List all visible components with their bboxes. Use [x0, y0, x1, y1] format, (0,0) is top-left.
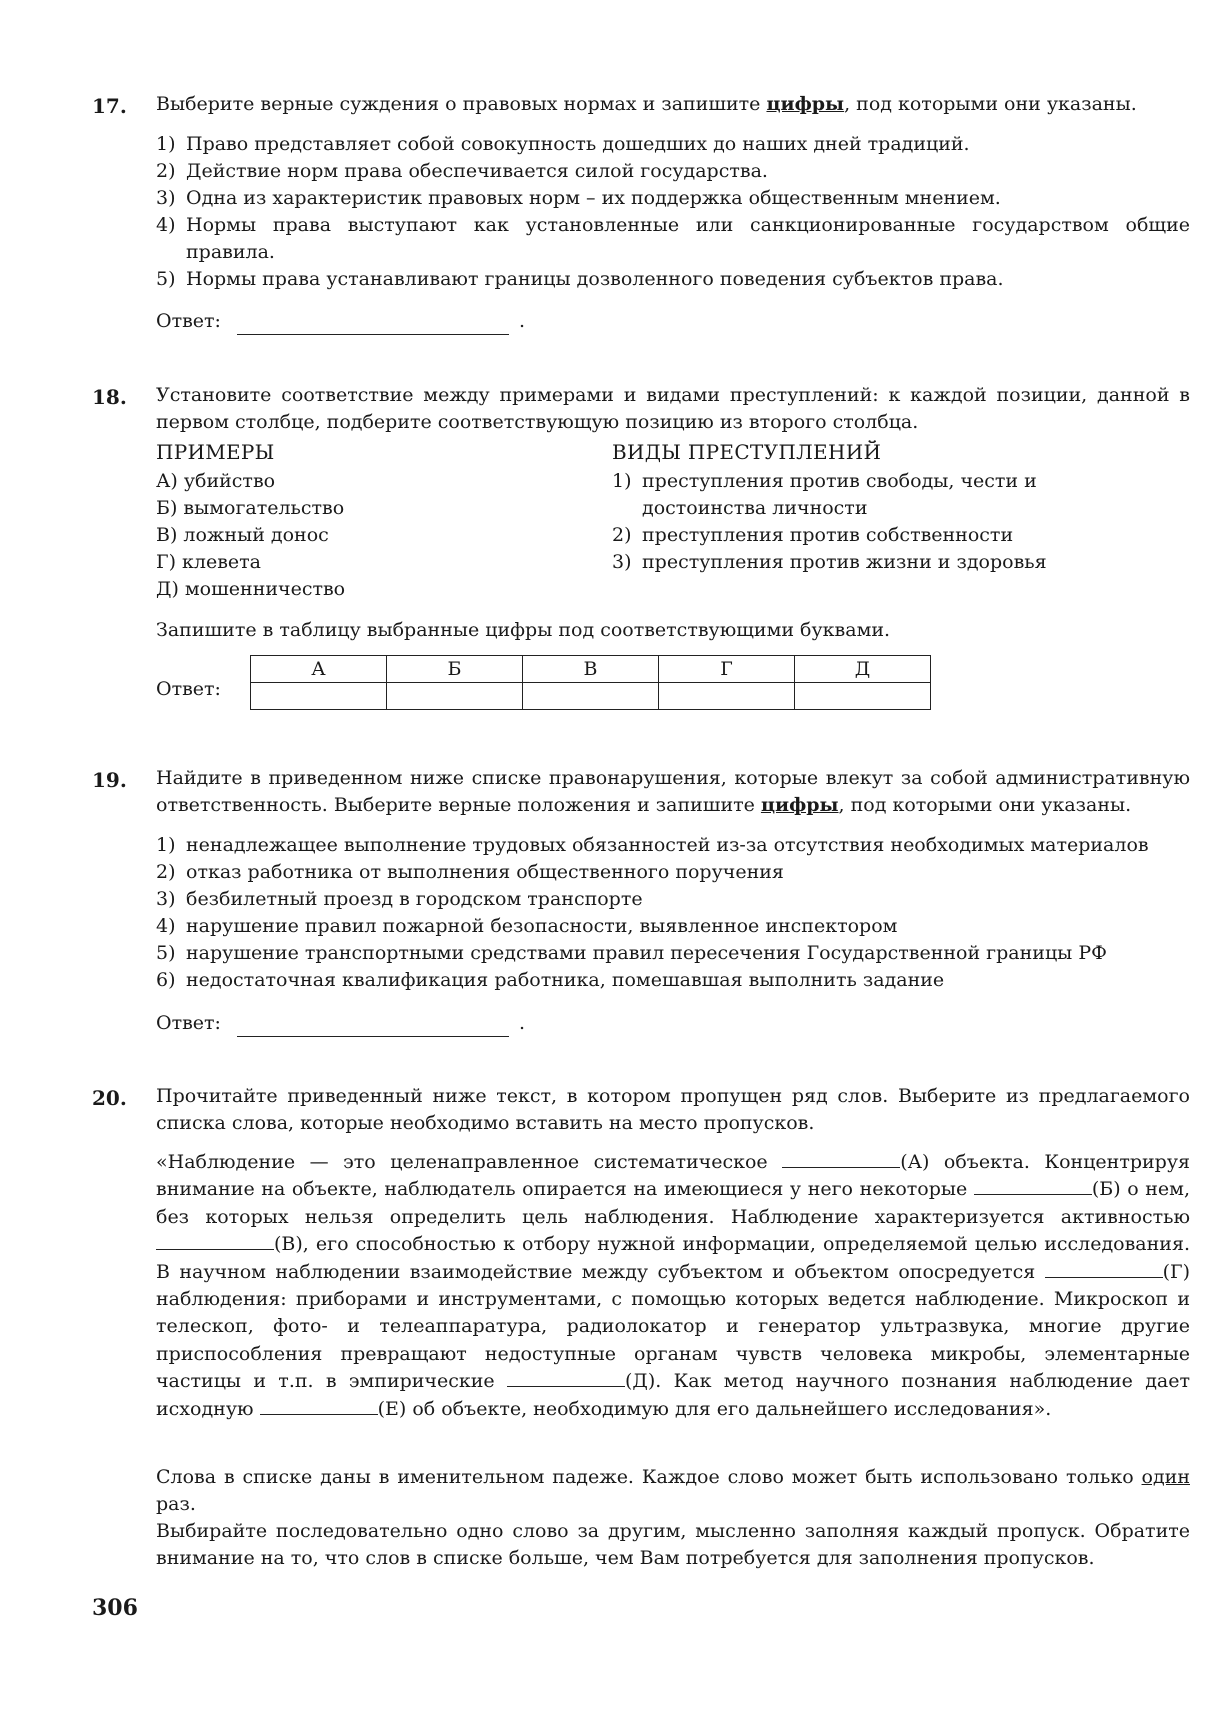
task-number: 20. — [92, 1086, 127, 1110]
example-item: Б) вымогательство — [156, 497, 345, 519]
task-prompt: Установите соответствие между примерами и видами преступлений: к каждой позиции, данной в первом столбце, подберите соответствующую позицию из второго столбца. — [156, 384, 1190, 433]
task-prompt: Выберите верные суждения о правовых нормах и запишите цифры, под которыми они указаны. — [156, 93, 1137, 115]
blank-a[interactable] — [782, 1149, 900, 1168]
task-prompt: Прочитайте приведенный ниже текст, в котором пропущен ряд слов. Выберите из предлагаемого списка слова, которые необходимо вставить на место пропусков. — [156, 1085, 1190, 1134]
kind-text: преступления против свободы, чести и достоинства личности — [642, 470, 1037, 519]
blank-g[interactable] — [1045, 1259, 1163, 1278]
blank-b[interactable] — [974, 1176, 1092, 1195]
answer-label: Ответ: — [156, 678, 221, 700]
note-paragraph: Слова в списке даны в именительном падеже. Каждое слово может быть использовано только один раз. — [156, 1466, 1190, 1516]
note-paragraph: Выбирайте последовательно одно слово за другим, мысленно заполняя каждый пропуск. Обратите внимание на то, что слов в списке больше, чем Вам потребуется для заполнения пропусков. — [156, 1520, 1190, 1570]
answer-cell[interactable] — [523, 683, 659, 710]
answer-cell[interactable] — [659, 683, 795, 710]
example-item: Д) мошенничество — [156, 578, 346, 600]
answer-cell[interactable] — [251, 683, 387, 710]
answer-field[interactable] — [237, 1016, 509, 1037]
answer-line: Ответ: . — [156, 1010, 525, 1037]
table-instruction: Запишите в таблицу выбранные цифры под соответствующими буквами. — [156, 619, 891, 641]
task-number: 18. — [92, 385, 127, 409]
answer-cell[interactable] — [387, 683, 523, 710]
task-number: 17. — [92, 94, 127, 118]
kind-text: преступления против собственности — [642, 524, 1014, 546]
example-item: Г) клевета — [156, 551, 262, 573]
blank-e[interactable] — [260, 1396, 378, 1415]
kind-label: 2) — [612, 524, 632, 546]
task-number: 19. — [92, 768, 127, 792]
kind-label: 1) — [612, 470, 632, 492]
answer-line: Ответ: . — [156, 308, 525, 335]
answer-table — [250, 655, 931, 710]
examples-heading: ПРИМЕРЫ — [156, 440, 275, 464]
task-prompt: Найдите в приведенном ниже списке правонарушения, которые влекут за собой административную ответственность. Выберите верные положения и запишите цифры, под которыми они указаны. — [156, 767, 1190, 816]
answer-cell[interactable] — [795, 683, 931, 710]
table-header: А — [251, 656, 387, 683]
kind-label: 3) — [612, 551, 632, 573]
example-item: А) убийство — [156, 470, 276, 492]
kind-text: преступления против жизни и здоровья — [642, 551, 1047, 573]
kinds-heading: ВИДЫ ПРЕСТУПЛЕНИЙ — [612, 440, 882, 464]
blank-v[interactable] — [156, 1231, 274, 1250]
table-header: Б — [387, 656, 523, 683]
cloze-text: «Наблюдение — это целенаправленное систематическое (А) объекта. Концентрируя внимание на объекте, наблюдатель опирается на имеющиеся у него некоторые (Б) о нем, без которых нельзя определить цель наблюдения. Наблюдение характеризуется активностью (В), его способностью к отбору нужной информации, определяемой целью исследования. В научном наблюдении взаимодействие между субъектом и объектом опосредуется (Г) наблюдения: приборами и инструментами, с помощью которых ведется наблюдение. Микроскоп и телескоп, фото- и телеаппаратура, радиолокатор и генератор ультразвука, многие другие приспособления превращают недоступные органам чувств человека микробы, элементарные частицы и т.п. в эмпирические (Д). Как метод научного познания наблюдение дает исходную (Е) об объекте, необходимую для его дальнейшего исследования». — [156, 1151, 1190, 1420]
example-item: В) ложный донос — [156, 524, 329, 546]
page-number: 306 — [92, 1595, 138, 1621]
blank-d[interactable] — [507, 1368, 625, 1387]
table-header: В — [523, 656, 659, 683]
table-header: Д — [795, 656, 931, 683]
table-header: Г — [659, 656, 795, 683]
answer-field[interactable] — [237, 314, 509, 335]
